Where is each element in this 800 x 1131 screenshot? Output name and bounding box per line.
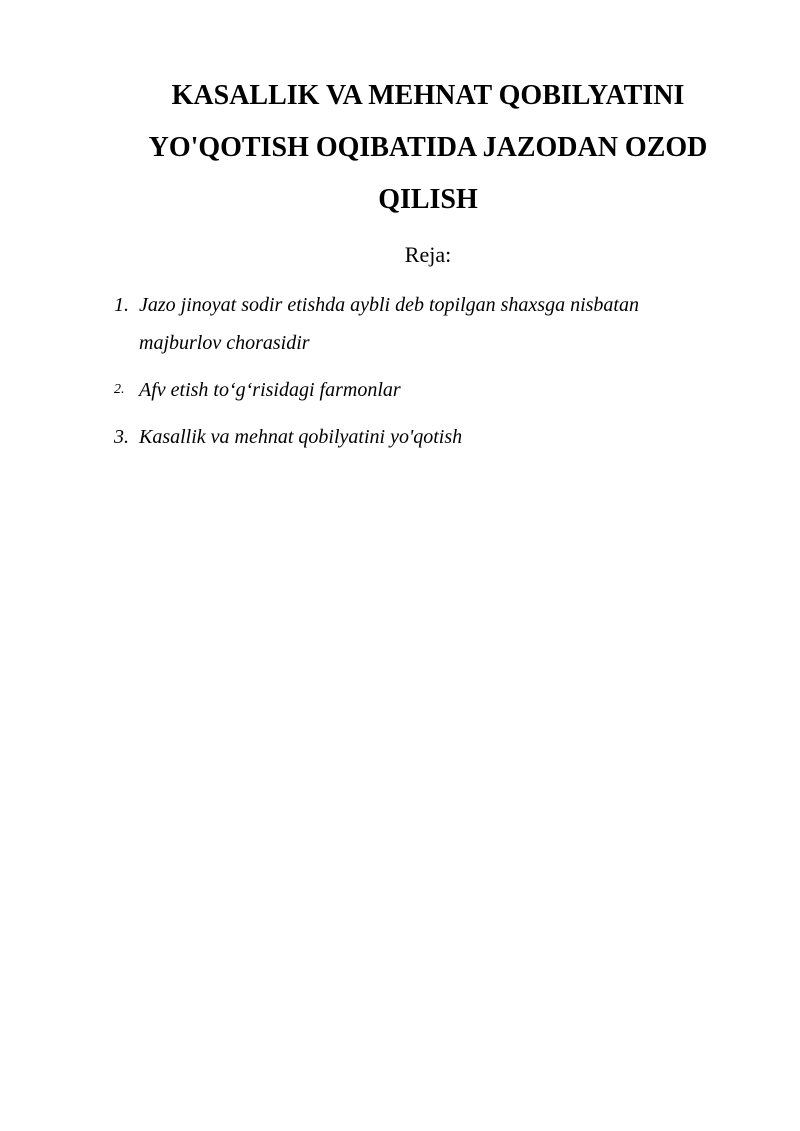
title-line-3: QILISH (378, 184, 478, 215)
title-line-2: YO'QOTISH OQIBATIDA JAZODAN OZOD (148, 132, 708, 163)
plan-item-text: Jazo jinoyat sodir etishda aybli deb topilgan shaxsga nisbatan majburlov chorasidir (139, 294, 639, 354)
plan-item-2 (114, 371, 714, 409)
title-line-1: KASALLIK VA MEHNAT QOBILYATINI (171, 80, 685, 111)
plan-item-number: 1. (114, 294, 129, 316)
plan-list (114, 286, 714, 465)
plan-item-text: Afv etish to‘g‘risidagi farmonlar (139, 379, 401, 401)
plan-heading: Reja: (404, 242, 452, 267)
plan-item-number: 2. (114, 382, 125, 397)
document-title (110, 70, 746, 226)
plan-item-1 (114, 286, 714, 362)
plan-item-3 (114, 418, 714, 456)
plan-item-number: 3. (114, 426, 129, 448)
plan-item-text: Kasallik va mehnat qobilyatini yo'qotish (139, 426, 463, 448)
